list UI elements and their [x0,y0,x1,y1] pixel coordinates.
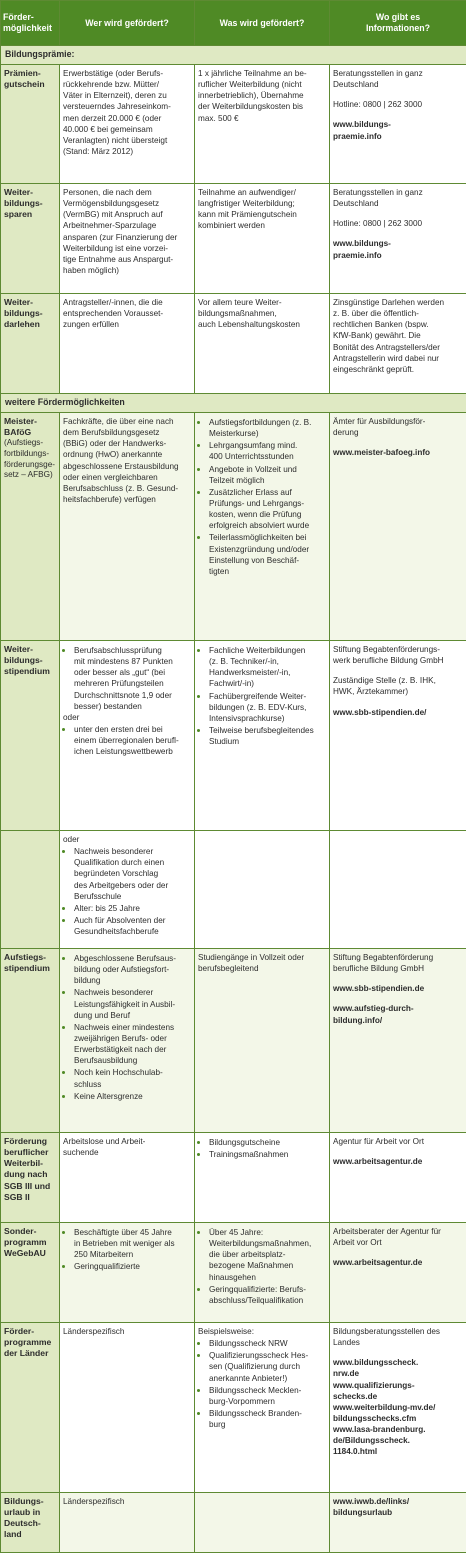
website-link[interactable]: www.sbb-stipendien.de/ [333,707,463,718]
website-link-2[interactable]: www.aufstieg-durch- bildung.info/ [333,1003,463,1025]
info-text: Agentur für Arbeit vor Ort [333,1136,463,1147]
list-item: • Über 45 Jahre: Weiterbildungsmaßnahmen, die über arbeitsplatz- bezogene Maßnahmen hinausgehen [209,1226,326,1283]
list-item: • Abgeschlossene Berufsaus- bildung oder Aufstiegsfort- bildung [74,952,191,986]
what-cell: Studiengänge in Vollzeit oder berufsbegleitend [195,948,330,1132]
list-item: • unter den ersten drei bei einem überregionalen berufl- ichen Leistungswettbewerb [74,723,191,757]
list-item: • Teilweise berufsbegleitendes Studium [209,724,326,747]
list-item: • Bildungsscheck Branden- burg [209,1407,326,1430]
info-cell [330,412,466,640]
website-link[interactable]: www.sbb-stipendien.de [333,983,463,994]
program-subtitle: (Aufstiegs- fortbildungs- förderungsge- setz – AFBG) [4,438,56,481]
table-row-praemiengutschein [1,64,466,183]
program-name: Weiter- bildungs- darlehen [1,293,60,393]
what-intro: Beispielsweise: [198,1326,326,1337]
what-cell [195,1322,330,1492]
info-cell [330,1132,466,1222]
header-wo: Wo gibt es Informationen? [330,1,466,46]
table-row-meisterbafoeg [1,412,466,640]
list-item: • Teilerlassmöglichkeiten bei Existenzgründung und/oder Einstellung von Beschäf- tigten [209,531,326,577]
table-row-aufstiegsstipendium [1,948,466,1132]
program-name: Prämien- gutschein [1,64,60,183]
list-item: • Qualifizierungsscheck Hes- sen (Qualifizierung durch anerkannte Anbieter!) [209,1349,326,1383]
website-link[interactable]: www.arbeitsagentur.de [333,1257,463,1268]
list-item: • Lehrgangsumfang mind. 400 Unterrichtsstunden [209,439,326,462]
info-text: Arbeitsberater der Agentur für Arbeit vor Ort [333,1226,463,1248]
program-name: Aufstiegs- stipendium [1,948,60,1132]
table-row-laender [1,1322,466,1492]
section-title-weitere: weitere Fördermöglichkeiten [1,393,466,412]
list-item: • Fachübergreifende Weiter- bildungen (z. B. EDV-Kurs, Intensivsprachkurse) [209,690,326,724]
program-name: Förder- programme der Länder [1,1322,60,1492]
who-cell: Länderspezifisch [60,1492,195,1552]
table-row-wegebau [1,1222,466,1322]
what-cell-empty [195,830,330,948]
who-cell: Arbeitslose und Arbeit- suchende [60,1132,195,1222]
what-cell [195,640,330,830]
info-cell [330,640,466,830]
info-cell [330,1492,466,1552]
program-name: Sonder- programm WeGebAU [1,1222,60,1322]
website-link[interactable]: www.arbeitsagentur.de [333,1156,463,1167]
website-link[interactable]: www.meister-bafoeg.info [333,447,463,458]
who-cell: Erwerbstätige (oder Berufs- rückkehrende bzw. Mütter/ Väter in Elternzeit), deren zu versteuerndes Jahreseinkom- men derzeit 20.000 € (oder 40.000 € bei gemeinsam Veranlagten) nicht übersteigt (Stand: März 2012) [60,64,195,183]
info-cell [330,183,466,293]
list-item: • Bildungsscheck Mecklen- burg-Vorpommern [209,1384,326,1407]
list-item: • Geringqualifizierte [74,1260,191,1272]
info-cell [330,1322,466,1492]
header-was: Was wird gefördert? [195,1,330,46]
program-name-cell [1,412,60,640]
info-text: Ämter für Ausbildungsför- derung [333,416,463,438]
list-item: • Angebote in Vollzeit und Teilzeit möglich [209,463,326,486]
who-cell: Länderspezifisch [60,1322,195,1492]
who-cell [60,830,195,948]
who-cell [60,640,195,830]
program-name: Weiter- bildungs- sparen [1,183,60,293]
what-cell: Vor allem teure Weiter- bildungsmaßnahmen, auch Lebenshaltungskosten [195,293,330,393]
info-cell [330,948,466,1132]
what-cell: Teilnahme an aufwendiger/ langfristiger Weiterbildung; kann mit Prämiengutschein kombiniert werden [195,183,330,293]
table-row-weiterbildungsstipendium-cont [1,830,466,948]
oder-text: oder [63,834,191,845]
program-name-empty [1,830,60,948]
info-text: Stiftung Begabtenförderungs- werk berufliche Bildung GmbH [333,644,463,666]
section-row-bildungspraemie [1,46,466,65]
info-cell-empty [330,830,466,948]
header-foerdermoeglichkeit: Förder- möglichkeit [1,1,60,46]
who-cell [60,948,195,1132]
website-link[interactable]: www.bildungs- praemie.info [333,119,463,141]
table-row-weiterbildungsstipendium [1,640,466,830]
list-item: • Beschäftigte über 45 Jahre in Betrieben mit weniger als 250 Mitarbeitern [74,1226,191,1260]
list-item: • Geringqualifizierte: Berufs- abschluss/Teilqualifikation [209,1283,326,1306]
list-item: • Alter: bis 25 Jahre [74,902,191,914]
program-name: Förderung beruflicher Weiterbil- dung nach SGB III und SGB II [1,1132,60,1222]
section-title-bildungspraemie: Bildungsprämie: [1,46,466,65]
who-cell [60,1222,195,1322]
list-item: • Trainingsmaßnahmen [209,1148,326,1160]
header-row [1,1,466,46]
list-item: • Nachweis einer mindestens zweijährigen Berufs- oder Erwerbstätigkeit nach der Berufsausbildung [74,1021,191,1067]
program-name: Meister- BAföG [4,416,37,437]
hotline-text: Hotline: 0800 | 262 3000 [333,218,463,229]
info-cell [330,1222,466,1322]
list-item: • Bildungsscheck NRW [209,1337,326,1349]
what-cell [195,412,330,640]
list-item: • Noch kein Hochschulab- schluss [74,1066,191,1089]
program-name: Weiter- bildungs- stipendium [1,640,60,830]
list-item: • Auch für Absolventen der Gesundheitsfachberufe [74,914,191,937]
table-row-weiterbildungssparen [1,183,466,293]
who-cell: Personen, die nach dem Vermögensbildungsgesetz (VermBG) mit Anspruch auf Arbeitnehmer-Sparzulage ansparen (zur Finanzierung der Weiterbildung ist eine vorzei- tige Entnahme aus Anspargut- haben möglich) [60,183,195,293]
header-wer: Wer wird gefördert? [60,1,195,46]
list-item: • Keine Altersgrenze [74,1090,191,1102]
info-text: Stiftung Begabtenförderung berufliche Bildung GmbH [333,952,463,974]
oder-text: oder [63,712,191,723]
what-cell-empty [195,1492,330,1552]
info-text: Beratungsstellen in ganz Deutschland [333,187,463,209]
info-cell [330,64,466,183]
list-item: • Bildungsgutscheine [209,1136,326,1148]
info-text: Beratungsstellen in ganz Deutschland [333,68,463,90]
list-item: • Aufstiegsfortbildungen (z. B. Meisterkurse) [209,416,326,439]
list-item: • Nachweis besonderer Qualifikation durch einen begründeten Vorschlag des Arbeitgebers oder der Berufsschule [74,845,191,902]
website-links[interactable]: www.bildungsscheck. nrw.de www.qualifizierungs- schecks.de www.weiterbildung-mv.de/ bildungsschecks.cfm www.lasa-brandenburg. de/Bildungsscheck. 1184.0.html [333,1357,463,1457]
table-row-weiterbildungsdarlehen [1,293,466,393]
hotline-text: Hotline: 0800 | 262 3000 [333,99,463,110]
what-cell [195,1222,330,1322]
table-row-bildungsurlaub [1,1492,466,1552]
who-cell: Fachkräfte, die über eine nach dem Berufsbildungsgesetz (BBiG) oder der Handwerks- ordnung (HwO) anerkannte abgeschlossene Erstausbildung oder einen vergleichbaren Berufsabschluss (z. B. Gesund- heitsfachberufe) verfügen [60,412,195,640]
list-item: • Berufsabschlussprüfung mit mindestens 87 Punkten oder besser als „gut“ (bei mehreren Prüfungsteilen Durchschnittsnote 1,9 oder besser) bestanden [74,644,191,712]
info-text-2: Zuständige Stelle (z. B. IHK, HWK, Ärztekammer) [333,675,463,697]
list-item: • Fachliche Weiterbildungen (z. B. Techniker/-in, Handwerksmeister/-in, Fachwirt/-in) [209,644,326,690]
what-cell: 1 x jährliche Teilnahme an be- ruflicher Weiterbildung (nicht innerbetrieblich), Übernahme der Weiterbildungskosten bis max. 500 € [195,64,330,183]
list-item: • Nachweis besonderer Leistungsfähigkeit in Ausbil- dung und Beruf [74,986,191,1020]
website-link[interactable]: www.bildungs- praemie.info [333,238,463,260]
website-link[interactable]: www.iwwb.de/links/ bildungsurlaub [333,1496,463,1518]
what-cell [195,1132,330,1222]
list-item: • Zusätzlicher Erlass auf Prüfungs- und Lehrgangs- kosten, wenn die Prüfung erfolgreich absolviert wurde [209,486,326,532]
table-row-sgb [1,1132,466,1222]
program-name: Bildungs- urlaub in Deutsch- land [1,1492,60,1552]
who-cell: Antragsteller/-innen, die die entsprechenden Vorausset- zungen erfüllen [60,293,195,393]
section-row-weitere [1,393,466,412]
info-text: Bildungsberatungsstellen des Landes [333,1326,463,1348]
info-cell: Zinsgünstige Darlehen werden z. B. über die öffentlich- rechtlichen Banken (bspw. KfW-Bank) gewährt. Die Bonität des Antragstellers/der Antragstellerin wird dabei nur eingeschränkt geprüft. [330,293,466,393]
